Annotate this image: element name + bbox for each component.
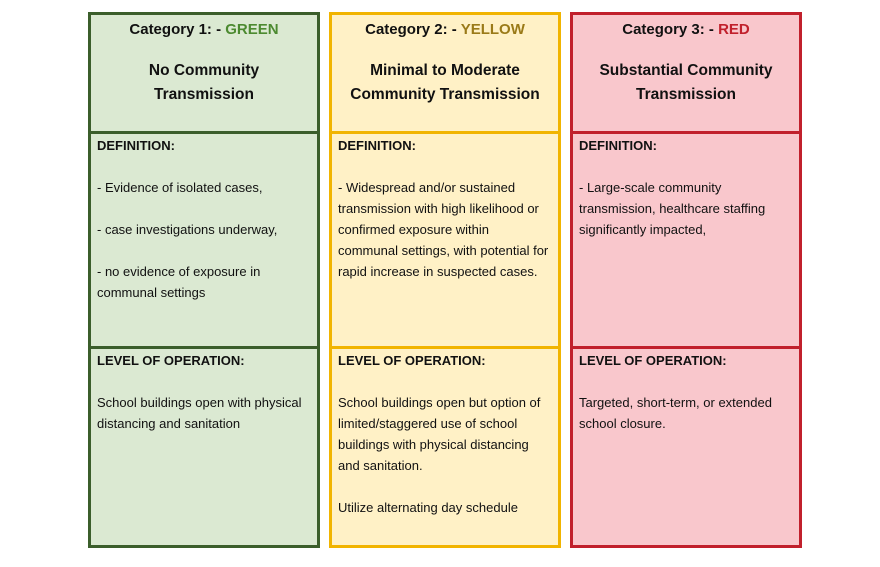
operation-body xyxy=(91,392,317,434)
definition-section xyxy=(91,131,317,346)
definition-section xyxy=(573,131,799,346)
operation-body xyxy=(332,392,558,518)
category-red-column xyxy=(570,12,802,548)
operation-item: Targeted, short-term, or extended school closure. xyxy=(579,395,772,431)
category-subtitle xyxy=(91,59,317,107)
definition-item: - no evidence of exposure in communal settings xyxy=(97,264,261,300)
definition-item: - Evidence of isolated cases, xyxy=(97,180,263,195)
category-label: Category 3: - xyxy=(622,21,719,38)
category-color-word: GREEN xyxy=(225,21,279,38)
category-label: Category 1: - xyxy=(129,21,226,38)
definition-title: DEFINITION: xyxy=(338,138,416,153)
category-title xyxy=(332,20,558,40)
category-title xyxy=(91,20,317,40)
operation-item: School buildings open with physical distancing and sanitation xyxy=(97,395,302,431)
category-color-word: YELLOW xyxy=(460,21,525,38)
definition-section xyxy=(332,131,558,346)
category-label: Category 2: - xyxy=(365,21,461,38)
definition-title: DEFINITION: xyxy=(579,138,657,153)
category-title xyxy=(573,20,799,40)
subtitle-line: Substantial Community xyxy=(599,62,773,79)
definition-item: - Large-scale community transmission, healthcare staffing significantly impacted, xyxy=(579,180,766,237)
definition-body xyxy=(91,177,317,303)
category-header xyxy=(332,15,558,131)
operation-title: LEVEL OF OPERATION: xyxy=(97,353,245,368)
subtitle-line: Transmission xyxy=(154,86,254,103)
definition-body xyxy=(573,177,799,240)
definition-body xyxy=(332,177,558,282)
category-subtitle xyxy=(573,59,799,107)
operation-title: LEVEL OF OPERATION: xyxy=(338,353,486,368)
subtitle-line: Minimal to Moderate xyxy=(370,62,520,79)
operation-section xyxy=(573,346,799,545)
operation-title: LEVEL OF OPERATION: xyxy=(579,353,727,368)
operation-body xyxy=(573,392,799,434)
category-green-column xyxy=(88,12,320,548)
category-yellow-column xyxy=(329,12,561,548)
category-subtitle xyxy=(332,59,558,107)
definition-title: DEFINITION: xyxy=(97,138,175,153)
subtitle-line: Transmission xyxy=(636,86,736,103)
operation-section xyxy=(91,346,317,545)
category-header xyxy=(91,15,317,131)
definition-item: - Widespread and/or sustained transmission with high likelihood or confirmed exposure within communal settings, with potential for rapid increase in suspected cases. xyxy=(338,180,549,279)
operation-item: Utilize alternating day schedule xyxy=(338,500,518,515)
subtitle-line: No Community xyxy=(148,62,260,79)
operation-section xyxy=(332,346,558,545)
definition-item: - case investigations underway, xyxy=(97,222,278,237)
operation-item: School buildings open but option of limited/staggered use of school buildings with physical distancing and sanitation. xyxy=(338,395,541,473)
category-color-word: RED xyxy=(718,21,750,38)
subtitle-line: Community Transmission xyxy=(350,86,540,103)
category-header xyxy=(573,15,799,131)
